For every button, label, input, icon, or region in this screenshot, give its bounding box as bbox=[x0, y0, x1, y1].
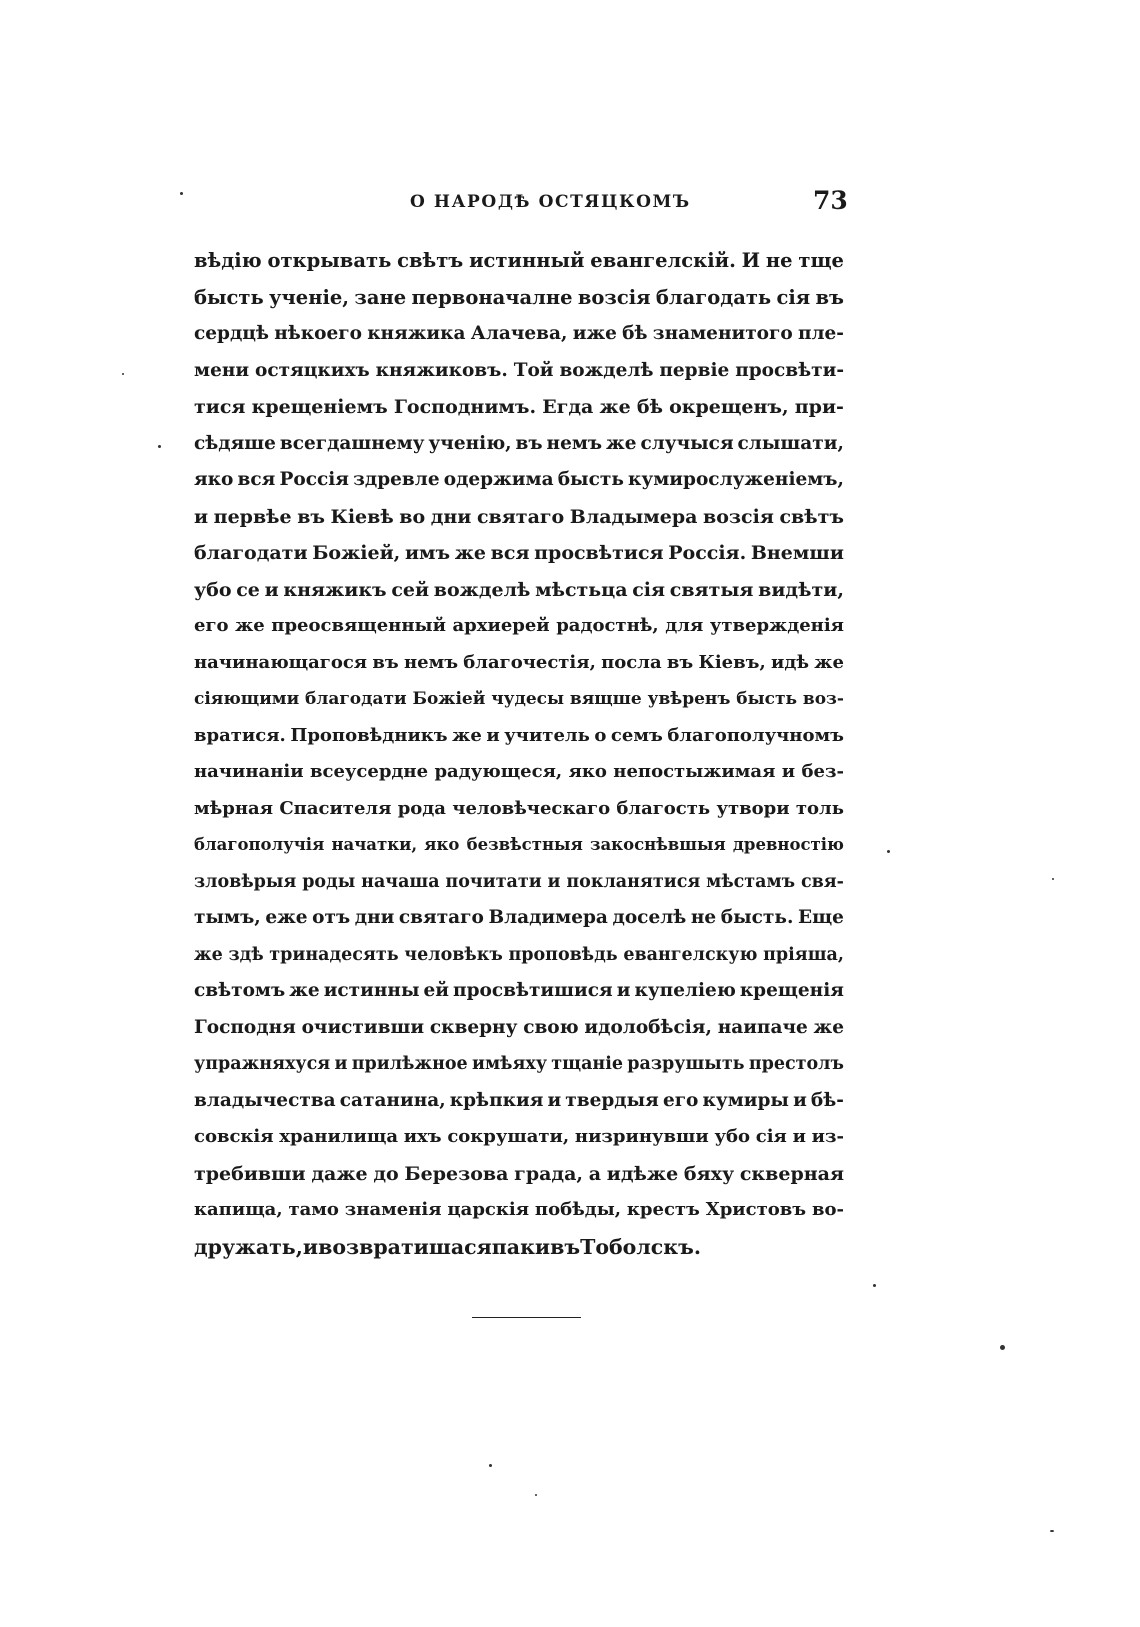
text-word: яко bbox=[568, 761, 607, 782]
text-word: о bbox=[594, 724, 607, 746]
text-word: бысть bbox=[736, 689, 798, 709]
text-word: кумирослуженіемъ, bbox=[628, 469, 844, 490]
text-word: прилѣжное bbox=[351, 1054, 468, 1074]
text-word: капища, bbox=[194, 1199, 283, 1220]
text-line bbox=[194, 608, 844, 645]
text-word: первѣе bbox=[213, 505, 292, 528]
text-word: же bbox=[813, 1016, 844, 1038]
text-word: тринадесять bbox=[269, 944, 399, 965]
text-word: благочестія, bbox=[463, 651, 596, 673]
text-word: и bbox=[793, 1089, 807, 1111]
text-line bbox=[194, 1156, 844, 1193]
section-end-rule bbox=[472, 1317, 581, 1318]
text-word: имъ bbox=[404, 542, 451, 564]
text-word: свѣтомъ bbox=[194, 980, 286, 1001]
text-word: безвѣстныя bbox=[466, 835, 583, 854]
text-word: мѣстьца bbox=[535, 578, 628, 601]
text-word: святаго bbox=[398, 907, 484, 928]
text-word: даже bbox=[311, 1162, 368, 1185]
text-word: бѣ bbox=[636, 396, 663, 418]
text-word: здревле bbox=[353, 469, 440, 490]
text-word: вѣдію bbox=[194, 249, 262, 272]
text-word: идѣже bbox=[606, 1162, 679, 1185]
text-word: святаго bbox=[476, 505, 565, 528]
scan-speck bbox=[489, 1464, 492, 1467]
text-word: Господнимъ. bbox=[393, 396, 537, 418]
text-word: истинный bbox=[469, 249, 585, 272]
scan-speck bbox=[1000, 1345, 1005, 1350]
text-word: возсія bbox=[703, 505, 774, 528]
text-word: для bbox=[665, 615, 704, 636]
text-word: хранилища bbox=[279, 1126, 398, 1147]
text-word: мѣстамъ bbox=[706, 871, 796, 892]
text-word: сіяющими bbox=[194, 689, 300, 709]
text-word: кумиры bbox=[702, 1089, 789, 1111]
text-word: древностію bbox=[732, 835, 844, 854]
text-word: во- bbox=[811, 1199, 844, 1220]
text-word: же bbox=[606, 432, 637, 454]
text-word: свѣтъ bbox=[779, 505, 844, 528]
text-line bbox=[194, 280, 844, 317]
text-word: отъ bbox=[312, 907, 351, 928]
text-word: тымъ, bbox=[194, 907, 261, 928]
text-word: иже bbox=[572, 323, 617, 344]
text-word: зане bbox=[354, 285, 407, 309]
text-word: нѣкоего bbox=[274, 323, 362, 344]
text-word: царскія bbox=[447, 1199, 530, 1220]
text-line bbox=[194, 535, 844, 572]
text-word: твердыя bbox=[565, 1089, 659, 1111]
text-word: открывать bbox=[267, 249, 392, 272]
text-word: благополучія bbox=[194, 835, 325, 854]
text-word: въ bbox=[550, 1234, 581, 1259]
text-word: вся bbox=[490, 542, 530, 564]
text-line bbox=[194, 754, 844, 791]
text-word: начинаніи bbox=[194, 761, 304, 782]
text-word: благополучномъ bbox=[667, 724, 844, 746]
text-line bbox=[194, 864, 844, 901]
text-word: человѣческаго bbox=[452, 797, 611, 819]
text-word: же bbox=[289, 980, 320, 1001]
text-word: Кіевъ, bbox=[698, 651, 766, 673]
text-word: сокрушати, bbox=[447, 1126, 570, 1147]
text-line bbox=[194, 827, 844, 864]
text-word: его bbox=[662, 1089, 699, 1111]
text-word: рода bbox=[397, 797, 446, 819]
text-word: бысть. bbox=[720, 907, 794, 928]
text-word: же bbox=[235, 615, 265, 636]
text-word: же bbox=[454, 542, 487, 564]
text-word: тще bbox=[798, 249, 844, 272]
text-word: начаша bbox=[361, 871, 440, 892]
text-word: Владымера bbox=[569, 505, 698, 528]
text-word: человѣкъ bbox=[404, 944, 503, 965]
text-word: дни bbox=[354, 907, 395, 928]
text-word: Той bbox=[513, 359, 554, 381]
text-line bbox=[194, 316, 844, 353]
text-word: первоначалне bbox=[411, 285, 573, 309]
text-word: его bbox=[194, 615, 229, 636]
text-word: упражняхуся bbox=[194, 1054, 331, 1074]
text-word: радостнѣ, bbox=[556, 615, 659, 636]
text-word: случыся bbox=[640, 432, 734, 454]
text-word: посла bbox=[601, 651, 662, 673]
text-word: и bbox=[616, 980, 631, 1001]
text-word: сѣдяше bbox=[194, 432, 276, 454]
text-word: Христовъ bbox=[705, 1199, 807, 1220]
text-word: истинны bbox=[323, 980, 420, 1001]
text-word: владычества bbox=[194, 1089, 336, 1111]
text-word: Тоболскъ. bbox=[580, 1234, 701, 1259]
text-word: из- bbox=[811, 1126, 844, 1147]
text-word: не bbox=[765, 249, 793, 272]
text-word: крещенія bbox=[739, 980, 844, 1001]
text-word: вожделѣ bbox=[559, 359, 654, 381]
text-word: Алачева, bbox=[470, 323, 568, 344]
text-word: евангелскій. bbox=[590, 249, 736, 272]
scan-speck bbox=[535, 1494, 537, 1496]
text-word: дни bbox=[430, 505, 472, 528]
text-line bbox=[194, 900, 844, 937]
text-word: и bbox=[264, 578, 279, 601]
text-word: и bbox=[547, 1089, 562, 1111]
text-word: и bbox=[194, 505, 209, 528]
text-word: всегдашнему bbox=[279, 432, 425, 454]
text-word: вратися. bbox=[194, 724, 286, 746]
text-line bbox=[194, 426, 844, 463]
text-word: а bbox=[588, 1162, 602, 1185]
text-word: вожделѣ bbox=[433, 578, 531, 601]
text-word: тщаніе bbox=[551, 1054, 624, 1074]
text-word: совскія bbox=[194, 1126, 274, 1147]
text-word: и bbox=[547, 871, 561, 892]
text-word: крѣпкия bbox=[449, 1089, 544, 1111]
text-word: сія bbox=[755, 1126, 787, 1147]
text-word: же bbox=[814, 651, 844, 673]
text-word: увѣренъ bbox=[647, 689, 731, 709]
text-word: при- bbox=[794, 396, 844, 418]
page-number: 73 bbox=[813, 186, 848, 215]
text-word: престолъ bbox=[748, 1054, 844, 1074]
text-word: непостыжимая bbox=[613, 761, 776, 782]
text-word: убо bbox=[714, 1126, 751, 1147]
text-line bbox=[194, 572, 844, 609]
text-word: въ bbox=[372, 651, 399, 673]
text-word: семъ bbox=[610, 724, 663, 746]
text-word: княжика bbox=[367, 323, 466, 344]
text-word: скверну bbox=[429, 1016, 518, 1038]
text-word: же bbox=[599, 396, 631, 418]
text-word: остяцкихъ bbox=[255, 359, 370, 381]
text-line bbox=[194, 973, 844, 1010]
text-word: града, bbox=[514, 1162, 584, 1185]
text-word: евангелскую bbox=[623, 944, 758, 965]
text-word: ей bbox=[423, 980, 450, 1001]
text-line bbox=[194, 718, 844, 755]
text-line bbox=[194, 1010, 844, 1047]
text-word: мени bbox=[194, 359, 250, 381]
text-line bbox=[194, 1229, 844, 1266]
text-word: Егда bbox=[542, 396, 594, 418]
text-word: идолобѣсія, bbox=[584, 1016, 712, 1038]
scan-speck bbox=[180, 192, 183, 195]
text-word: свѣтъ bbox=[397, 249, 464, 272]
text-word: и bbox=[781, 761, 796, 782]
text-word: утвержденія bbox=[709, 615, 844, 636]
text-word: и bbox=[486, 724, 500, 746]
text-word: и bbox=[302, 1234, 319, 1259]
text-word: вся bbox=[237, 469, 276, 490]
text-word: здѣ bbox=[228, 944, 264, 965]
text-word: архиерей bbox=[452, 615, 550, 636]
text-word: убо bbox=[194, 578, 232, 601]
text-word: княжиковъ. bbox=[375, 359, 508, 381]
text-word: учитель bbox=[504, 724, 590, 746]
text-word: начатки, bbox=[331, 835, 418, 854]
text-word: знаменія bbox=[344, 1199, 442, 1220]
text-word: воз- bbox=[802, 689, 844, 709]
text-word: Россія bbox=[279, 469, 349, 490]
text-word: слышати, bbox=[737, 432, 844, 454]
body-text bbox=[194, 243, 844, 1265]
text-word: возвратишася bbox=[318, 1234, 492, 1259]
text-word: зловѣрыя bbox=[194, 871, 297, 892]
text-word: сія bbox=[776, 285, 811, 309]
text-word: паки bbox=[491, 1234, 551, 1259]
text-word: Еще bbox=[797, 907, 844, 928]
text-line bbox=[194, 681, 844, 718]
text-word: до bbox=[373, 1162, 399, 1185]
text-word: одержима bbox=[443, 469, 554, 490]
text-word: роды bbox=[302, 871, 356, 892]
text-word: благодать bbox=[655, 285, 772, 309]
scan-speck bbox=[122, 373, 124, 375]
text-word: тамо bbox=[288, 1199, 339, 1220]
text-word: яко bbox=[194, 469, 234, 490]
text-word: пріяша, bbox=[763, 944, 844, 965]
text-word: ученію, bbox=[428, 432, 512, 454]
text-word: Божіей bbox=[412, 689, 486, 709]
text-word: Владимера bbox=[488, 907, 608, 928]
text-word: всеусердне bbox=[309, 761, 429, 782]
text-word: радующеся, bbox=[434, 761, 563, 782]
running-head: О НАРОДѢ ОСТЯЦКОМЪ bbox=[410, 192, 691, 212]
text-word: закоснѣвшыя bbox=[589, 835, 726, 854]
text-word: идѣ bbox=[770, 651, 809, 673]
text-word: покланятися bbox=[566, 871, 701, 892]
text-word: бысть bbox=[194, 285, 264, 309]
text-word: окрещенъ, bbox=[669, 396, 789, 418]
text-word: Россія. bbox=[668, 542, 747, 564]
text-word: просвѣтися bbox=[534, 542, 664, 564]
text-word: благость bbox=[616, 797, 711, 819]
text-word: се bbox=[236, 578, 260, 601]
text-word: пле- bbox=[797, 323, 844, 344]
text-word: и bbox=[792, 1126, 806, 1147]
scan-speck bbox=[158, 445, 161, 448]
text-word: княжикъ bbox=[283, 578, 387, 601]
text-word: бяху bbox=[683, 1162, 735, 1185]
text-word: Внемши bbox=[750, 542, 844, 564]
text-word: благодати bbox=[305, 689, 407, 709]
text-line bbox=[194, 499, 844, 536]
text-word: наипаче bbox=[717, 1016, 808, 1038]
text-word: крестъ bbox=[626, 1199, 700, 1220]
text-word: въ bbox=[666, 651, 694, 673]
text-word: знаменитого bbox=[652, 323, 793, 344]
text-word: во bbox=[399, 505, 426, 528]
text-word: Господня bbox=[194, 1016, 296, 1038]
text-line bbox=[194, 389, 844, 426]
text-word: Березова bbox=[404, 1162, 509, 1185]
text-word: сердцѣ bbox=[194, 323, 269, 344]
text-word: ихъ bbox=[403, 1126, 442, 1147]
text-word: видѣти, bbox=[758, 578, 844, 601]
text-word: мѣрная bbox=[194, 797, 274, 819]
text-word: просвѣти- bbox=[735, 359, 844, 381]
text-word: сей bbox=[391, 578, 430, 601]
scan-speck bbox=[1050, 1530, 1054, 1532]
text-line bbox=[194, 462, 844, 499]
text-word: бысть bbox=[557, 469, 624, 490]
scan-speck bbox=[873, 1284, 876, 1287]
text-word: преосвященный bbox=[271, 615, 446, 636]
text-line bbox=[194, 1119, 844, 1156]
text-word: яко bbox=[424, 835, 460, 854]
text-word: еже bbox=[265, 907, 308, 928]
text-word: и bbox=[334, 1054, 348, 1074]
text-word: очистивши bbox=[301, 1016, 425, 1038]
text-word: Спасителя bbox=[279, 797, 392, 819]
text-word: начинающагося bbox=[194, 651, 368, 673]
text-word: купеліею bbox=[634, 980, 736, 1001]
text-word: вящше bbox=[569, 689, 642, 709]
text-line bbox=[194, 1083, 844, 1120]
text-word: без- bbox=[801, 761, 844, 782]
text-word: возсія bbox=[577, 285, 651, 309]
text-word: крещеніемъ bbox=[251, 396, 388, 418]
text-word: доселѣ bbox=[612, 907, 687, 928]
text-line bbox=[194, 353, 844, 390]
text-line bbox=[194, 243, 844, 280]
text-line bbox=[194, 1192, 844, 1229]
text-word: же bbox=[194, 944, 223, 965]
text-word: въ bbox=[515, 432, 543, 454]
text-word: скверная bbox=[739, 1162, 844, 1185]
text-word: проповѣдь bbox=[508, 944, 618, 965]
text-word: дружать, bbox=[194, 1234, 303, 1259]
text-word: не bbox=[690, 907, 717, 928]
text-word: имѣяху bbox=[471, 1054, 548, 1074]
text-word: свою bbox=[523, 1016, 579, 1038]
text-word: побѣды, bbox=[534, 1199, 622, 1220]
text-word: утвори bbox=[716, 797, 790, 819]
text-word: И bbox=[741, 249, 761, 272]
text-word: свя- bbox=[800, 871, 844, 892]
text-word: ученіе, bbox=[269, 285, 350, 309]
text-word: же bbox=[452, 724, 482, 746]
text-word: почитати bbox=[445, 871, 542, 892]
text-word: сатанина, bbox=[339, 1089, 446, 1111]
text-word: немъ bbox=[546, 432, 603, 454]
text-word: сія bbox=[632, 578, 666, 601]
text-word: благодати bbox=[194, 542, 308, 564]
text-word: бѣ- bbox=[810, 1089, 844, 1111]
text-word: разрушыть bbox=[627, 1054, 745, 1074]
text-line bbox=[194, 645, 844, 682]
text-word: толь bbox=[795, 797, 844, 819]
scan-speck bbox=[887, 850, 890, 853]
text-word: тися bbox=[194, 396, 246, 418]
text-word: Кіевѣ bbox=[330, 505, 394, 528]
scan-speck bbox=[1052, 878, 1054, 880]
text-word: немъ bbox=[403, 651, 459, 673]
text-line bbox=[194, 791, 844, 828]
text-word: въ bbox=[297, 505, 325, 528]
text-word: первіе bbox=[659, 359, 730, 381]
text-word: низринувши bbox=[574, 1126, 709, 1147]
text-word: просвѣтишися bbox=[453, 980, 613, 1001]
text-line bbox=[194, 937, 844, 974]
text-word: въ bbox=[815, 285, 844, 309]
text-word: чудесы bbox=[491, 689, 565, 709]
text-line bbox=[194, 1046, 844, 1083]
text-word: бѣ bbox=[622, 323, 648, 344]
text-word: святыя bbox=[669, 578, 754, 601]
text-word: Божіей, bbox=[312, 542, 401, 564]
text-word: Проповѣдникъ bbox=[290, 724, 448, 746]
text-word: требивши bbox=[194, 1162, 306, 1185]
